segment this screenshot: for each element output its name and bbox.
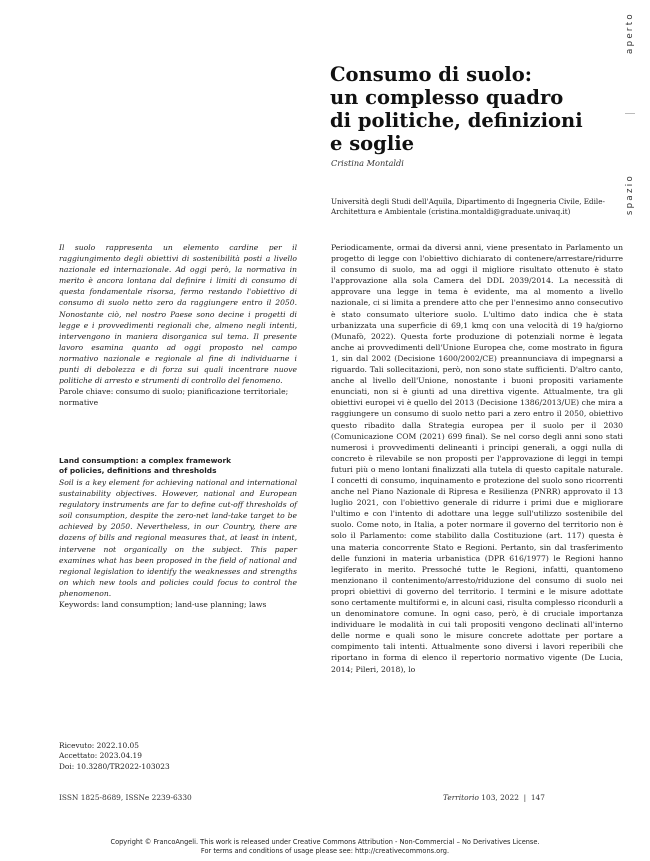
section-label-aperto: aperto bbox=[625, 12, 635, 54]
abstract-it-text: Il suolo rappresenta un elemento cardine per il raggiungimento degli obiettivi di sostenibilità posti a livello nazionale ed internazionale. Ad oggi però, la normativa in merito è ancora lontana dal definire i limiti di consumo di questa fondamentale risorsa, fermo restando l'obiettivo di consumo di suolo netto zero da raggiungere entro il 2050. Nonostante ciò, nel nostro Paese sono decine i progetti di legge e i provvedimenti regionali che, almeno negli intenti, intervengono in maniera disorganica sul tema. Il presente lavoro esamina quanto ad oggi proposto nel campo normativo nazionale e regionale al fine di individuarne i punti di debolezza e di forza sui quali incentrare nuove politiche di arresto e strumenti di controllo del fenomeno. bbox=[59, 243, 297, 386]
english-title bbox=[59, 456, 297, 477]
issue-name: Territorio bbox=[443, 793, 479, 802]
issue-info: Territorio 103, 2022 | 147 bbox=[443, 793, 545, 802]
title-line: Consumo di suolo: bbox=[330, 63, 532, 86]
abstract-italian bbox=[59, 242, 297, 408]
keywords-en: Keywords: land consumption; land-use planning; laws bbox=[59, 600, 267, 610]
body-paragraph: Periodicamente, ormai da diversi anni, viene presentato in Parlamento un progetto di legge con l'obiettivo dichiarato di contenere/arrestare/ridurre il consumo di suolo, ma ad oggi il migliore risultato ottenuto è stato l'approvazione alla sola Camera del DDL 2039/2014. La necessità di approvare una legge in tema è evidente, ma al momento a livello nazionale, ci si limita a prendere atto che per l'ennesimo anno consecutivo è stato consumato ulteriore suolo. L'ultimo dato indica che è stata urbanizzata una superficie di 69,1 kmq con una velocità di 19 ha/giorno (Munafò, 2022). Questa forte produzione di potenziali norme è legata anche ai provvedimenti dell'Unione Europea che, come mostrato in figura 1, sin dal 2002 (Decisione 1600/2002/CE) preannunciava di impegnarsi a riguardo. Tali sollecitazioni, però, non sono state sufficienti. D'altro canto, anche al livello dell'Unione, nonostante i buoni propositi variamente enunciati, non si è giunti ad una direttiva vigente. Attualmente, tra gli obiettivi europei vi è quello del 2013 (Decisione 1386/2013/UE) che mira a raggiungere un consumo di suolo netto pari a zero entro il 2050, obiettivo questo ribadito dalla Strategia europea per il suolo per il 2030 (Comunicazione COM (2021) 699 final). Se nel corso degli anni sono stati numerosi i provvedimenti delineanti i principi generali, a oggi nulla di concreto è rilevabile se non proposti per l'approvazione di leggi in tempi futuri più o meno lontani finalizzati alla tutela di questo capitale naturale. I concetti di consumo, inquinamento e protezione del suolo sono ricorrenti anche nel Piano Nazionale di Ripresa e Resilienza (PNRR) approvato il 13 luglio 2021, con l'obiettivo generale di ridurre i primi due e migliorare l'ultimo e con l'intento di adottare una legge sull'utilizzo sostenibile del suolo. Come noto, in Italia, a poter normare il governo del territorio non è solo il Parlamento: come stabilito dalla Costituzione (art. 117) questa è una materia concorrente Stato e Regioni. Pertanto, sin dal trasferimento delle funzioni in materia urbanistica (DPR 616/1977) le Regioni hanno legiferato in merito. Pressoché tutte le Regioni, infatti, quantomeno menzionano il contenimento/arresto/riduzione del consumo di suolo nei propri obiettivi di governo del territorio. I termini e le misure adottate sono certamente multiformi e, in alcuni casi, risulta complesso ricondurli a un denominatore comune. In ogni caso, però, è di cruciale importanza individuare le modalità in cui tali propositi vengono declinati all'interno delle norme e quali sono le misure concrete adottate per portare a compimento tali intenti. Attualmente sono diversi i lavori reperibili che riportano in forma di elenco il repertorio normativo vigente (De Lucia, 2014; Pileri, 2018), lo bbox=[331, 243, 623, 674]
abstract-en-text: Soil is a key element for achieving national and international sustainability objectives. However, national and European regulatory instruments are far to define cut-off thresholds of soil consumption, despite the zero-net land-take target to be achieved by 2050. Nevertheless, in our Country, there are dozens of bills and regional measures that, at least in intent, intervene not organically on the subject. This paper examines what has been proposed in the field of national and regional legislation to identify the weaknesses and strengths on which new tools and policies could focus to control the phenomenon. bbox=[59, 478, 297, 598]
section-label-divider bbox=[625, 113, 635, 114]
issn-info: ISSN 1825-8689, ISSNe 2239-6330 bbox=[59, 793, 192, 802]
abstract-english bbox=[59, 477, 297, 610]
article-body bbox=[331, 242, 623, 675]
english-title-line: Land consumption: a complex framework bbox=[59, 456, 232, 465]
title-line: e soglie bbox=[330, 132, 415, 155]
copyright-footer bbox=[0, 838, 650, 857]
title-line: un complesso quadro bbox=[330, 86, 564, 109]
article-dates bbox=[59, 741, 170, 772]
article-title bbox=[330, 63, 590, 155]
license-terms-line[interactable]: For terms and conditions of usage please see: http://creativecommons.org. bbox=[200, 847, 450, 856]
section-label-sidebar bbox=[621, 12, 639, 215]
page-number: 147 bbox=[530, 793, 545, 802]
accepted-date: Accettato: 2023.04.19 bbox=[59, 751, 142, 761]
copyright-line: Copyright © FrancoAngeli. This work is released under Creative Commons Attribution - Non-Commercial – No Derivatives License. bbox=[110, 838, 540, 846]
author-name: Cristina Montaldi bbox=[331, 158, 404, 168]
english-title-line: of policies, definitions and thresholds bbox=[59, 466, 217, 476]
issue-detail: 103, 2022 bbox=[481, 793, 519, 802]
received-date: Ricevuto: 2022.10.05 bbox=[59, 741, 139, 750]
title-line: di politiche, definizioni bbox=[330, 109, 583, 132]
doi-link[interactable]: Doi: 10.3280/TR2022-103023 bbox=[59, 761, 170, 771]
author-affiliation: Università degli Studi dell'Aquila, Dipartimento di Ingegneria Civile, Edile-Architettura e Ambientale (cristina.montaldi@graduate.univaq.it) bbox=[331, 197, 605, 217]
keywords-it: Parole chiave: consumo di suolo; pianificazione territoriale; normative bbox=[59, 387, 289, 408]
section-label-spazio: spazio bbox=[625, 173, 635, 215]
